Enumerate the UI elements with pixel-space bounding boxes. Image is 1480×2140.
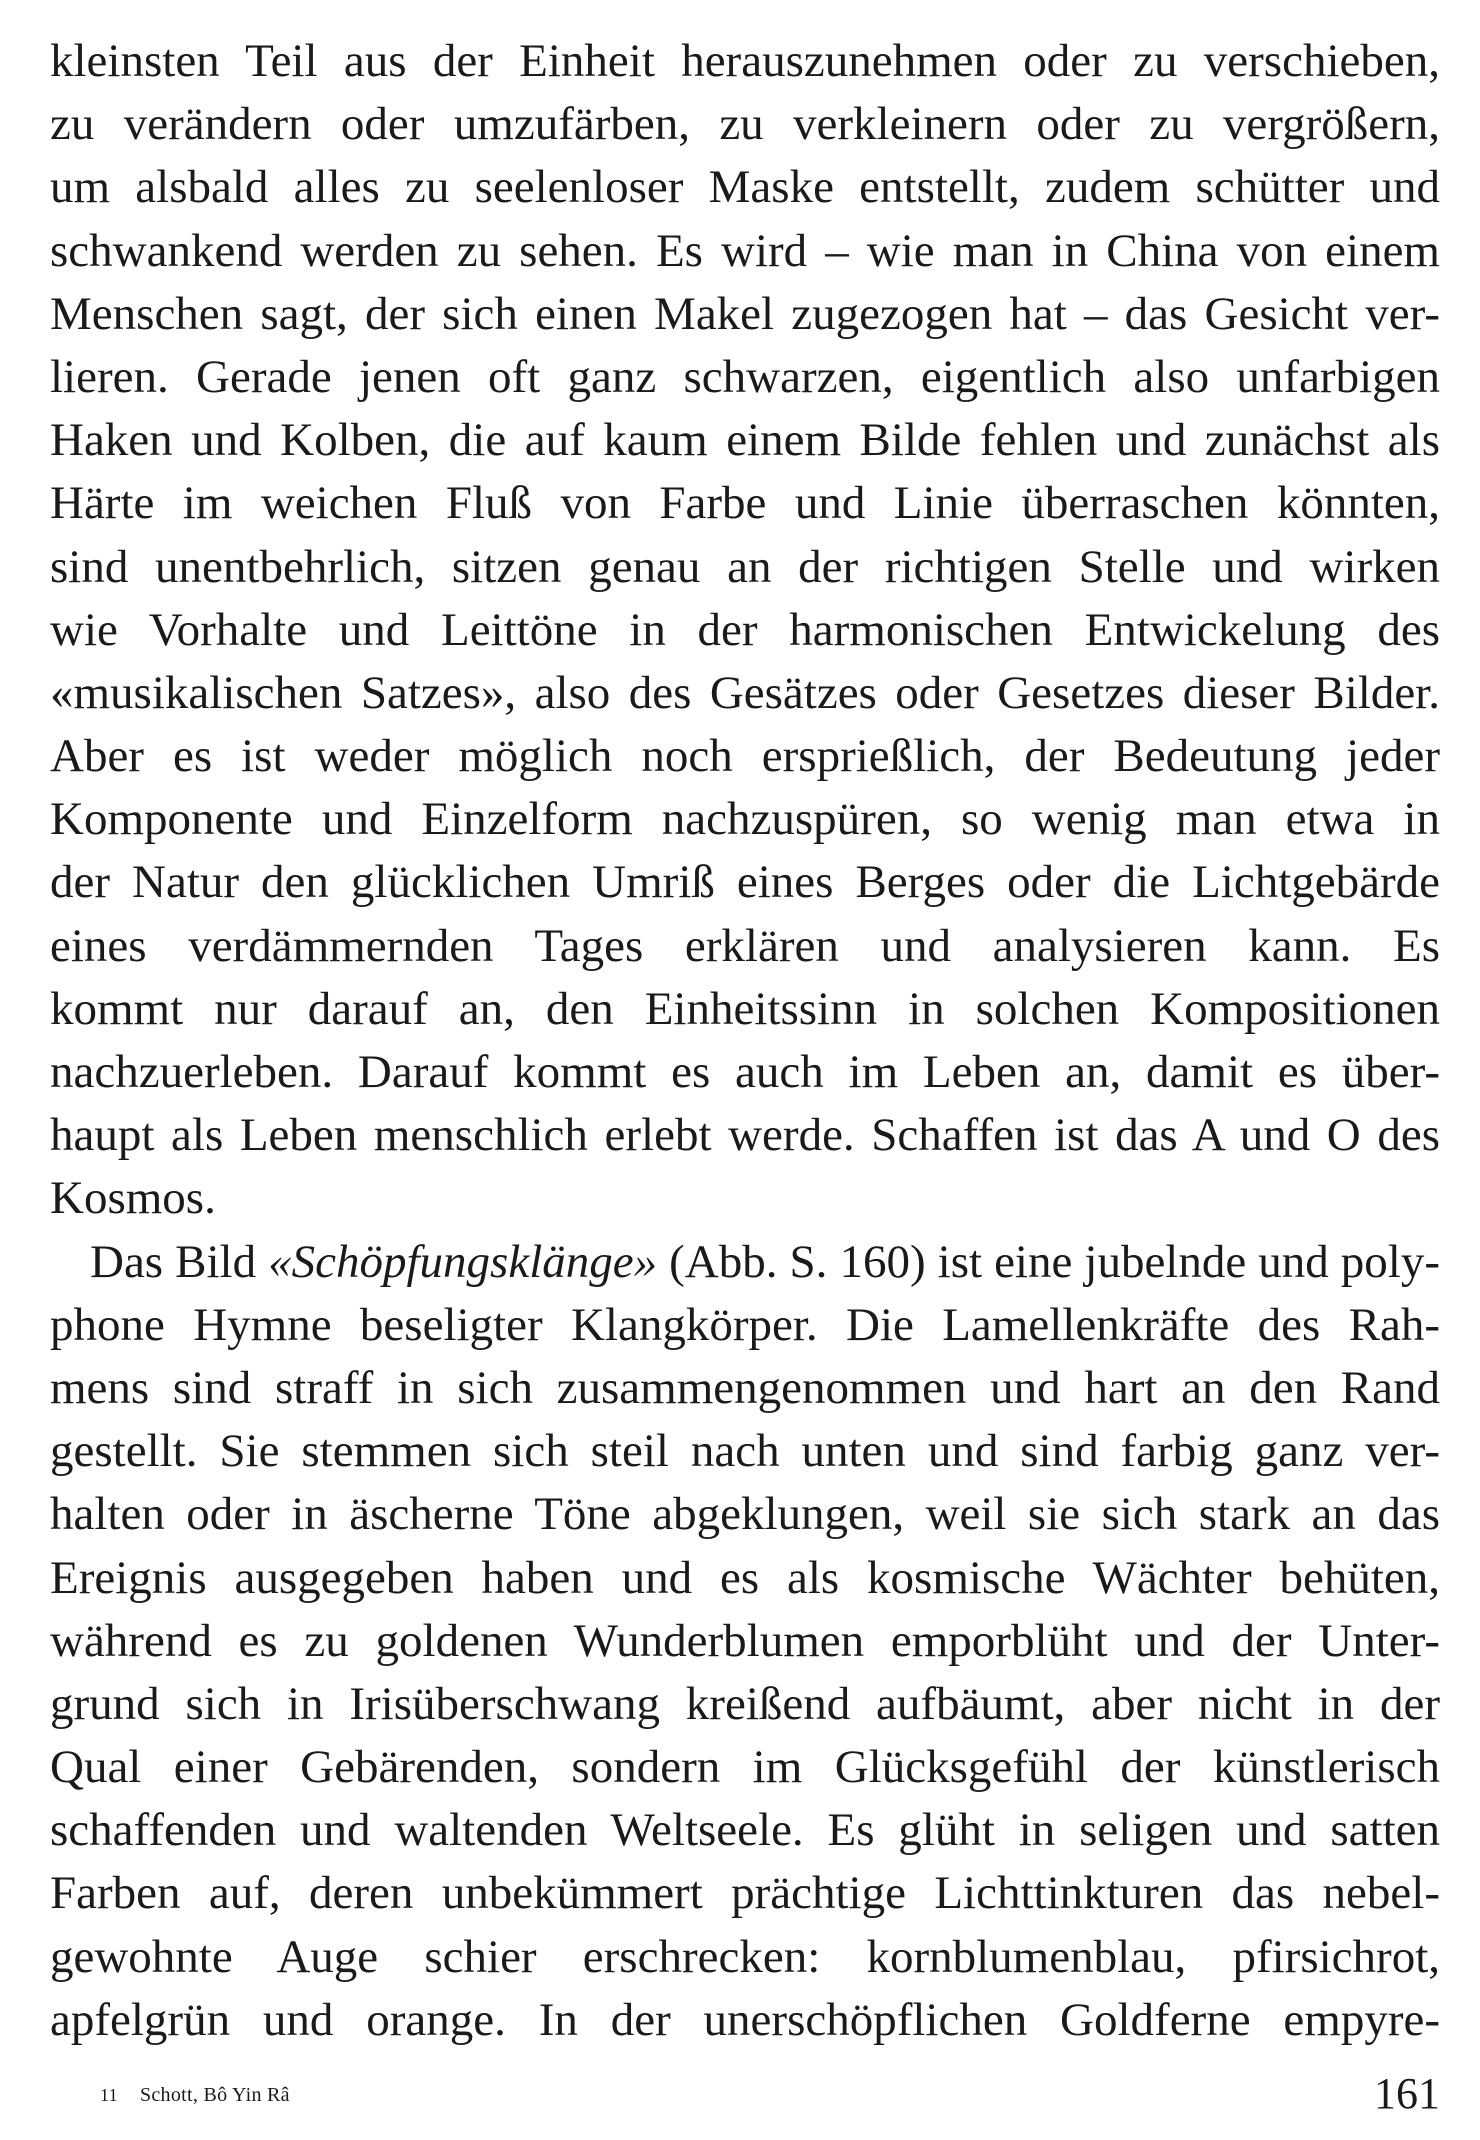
text-line: sind unentbehrlich, sitzen genau an der richtigen Stelle und wirken <box>50 540 1440 593</box>
text-line: gestellt. Sie stemmen sich steil nach unten und sind farbig ganz ver- <box>50 1425 1440 1478</box>
book-page <box>50 30 1440 2120</box>
text-line: apfelgrün und orange. In der unerschöpflichen Goldferne empyre- <box>50 1993 1440 2046</box>
text-line: lieren. Gerade jenen oft ganz schwarzen, eigentlich also unfarbigen <box>50 350 1440 403</box>
text-line: Qual einer Gebärenden, sondern im Glücksgefühl der künstlerisch <box>50 1741 1440 1794</box>
text-run: (Abb. S. 160) ist eine jubelnde und poly- <box>657 1235 1440 1288</box>
text-line: schaffenden und waltenden Weltseele. Es glüht in seligen und satten <box>50 1804 1440 1857</box>
text-run: Das Bild <box>90 1235 269 1288</box>
body-text <box>50 30 1440 2052</box>
text-line: halten oder in äscherne Töne abgeklungen, weil sie sich stark an das <box>50 1488 1440 1541</box>
text-line: nachzuerleben. Darauf kommt es auch im Leben an, damit es über- <box>50 1046 1440 1098</box>
text-line: kommt nur darauf an, den Einheitssinn in solchen Kompositionen <box>50 982 1440 1035</box>
text-line: Haken und Kolben, die auf kaum einem Bilde fehlen und zunächst als <box>50 414 1440 467</box>
text-line: Komponente und Einzelform nachzuspüren, so wenig man etwa in <box>50 793 1440 846</box>
text-line: um alsbald alles zu seelenloser Maske entstellt, zudem schütter und <box>50 161 1440 214</box>
text-line: mens sind straff in sich zusammengenommen und hart an den Rand <box>50 1361 1440 1414</box>
text-line: Aber es ist weder möglich noch ersprießlich, der Bedeutung jeder <box>50 730 1440 783</box>
text-line: grund sich in Irisüberschwang kreißend aufbäumt, aber nicht in der <box>50 1677 1440 1730</box>
signature-number: 11 <box>100 2085 118 2105</box>
text-line: der Natur den glücklichen Umriß eines Berges oder die Lichtgebärde <box>50 856 1440 909</box>
text-line: haupt als Leben menschlich erlebt werde. Schaffen ist das A und O des <box>50 1109 1440 1162</box>
printer-signature <box>100 2084 290 2107</box>
text-line: Menschen sagt, der sich einen Makel zugezogen hat – das Gesicht ver- <box>50 287 1440 340</box>
page-number: 161 <box>1374 2069 1440 2118</box>
text-line: kleinsten Teil aus der Einheit herauszunehmen oder zu verschieben, <box>50 35 1440 87</box>
paragraph-start-line <box>50 1231 1440 1294</box>
text-line: Farben auf, deren unbekümmert prächtige Lichttinkturen das nebel- <box>50 1867 1440 1920</box>
text-line: phone Hymne beseligter Klangkörper. Die Lamellenkräfte des Rah- <box>50 1298 1440 1351</box>
paragraph-end-line: Kosmos. <box>50 1172 216 1225</box>
text-line: schwankend werden zu sehen. Es wird – wie man in China von einem <box>50 224 1440 277</box>
text-line: während es zu goldenen Wunderblumen emporblüht und der Unter- <box>50 1614 1440 1667</box>
text-line: Ereignis ausgegeben haben und es als kosmische Wächter behüten, <box>50 1551 1440 1604</box>
page-footer <box>50 2068 1440 2118</box>
text-line: Härte im weichen Fluß von Farbe und Linie überraschen könnten, <box>50 477 1440 530</box>
text-line: gewohnte Auge schier erschrecken: kornblumenblau, pfirsichrot, <box>50 1930 1440 1983</box>
signature-text: Schott, Bô Yin Râ <box>139 2084 290 2106</box>
text-line: «musikalischen Satzes», also des Gesätzes oder Gesetzes dieser Bilder. <box>50 666 1440 719</box>
artwork-title: «Schöpfungsklänge» <box>268 1235 658 1288</box>
text-line: eines verdämmernden Tages erklären und analysieren kann. Es <box>50 919 1440 972</box>
text-line: zu verändern oder umzufärben, zu verkleinern oder zu vergrößern, <box>50 98 1440 151</box>
text-line: wie Vorhalte und Leittöne in der harmonischen Entwickelung des <box>50 603 1440 656</box>
